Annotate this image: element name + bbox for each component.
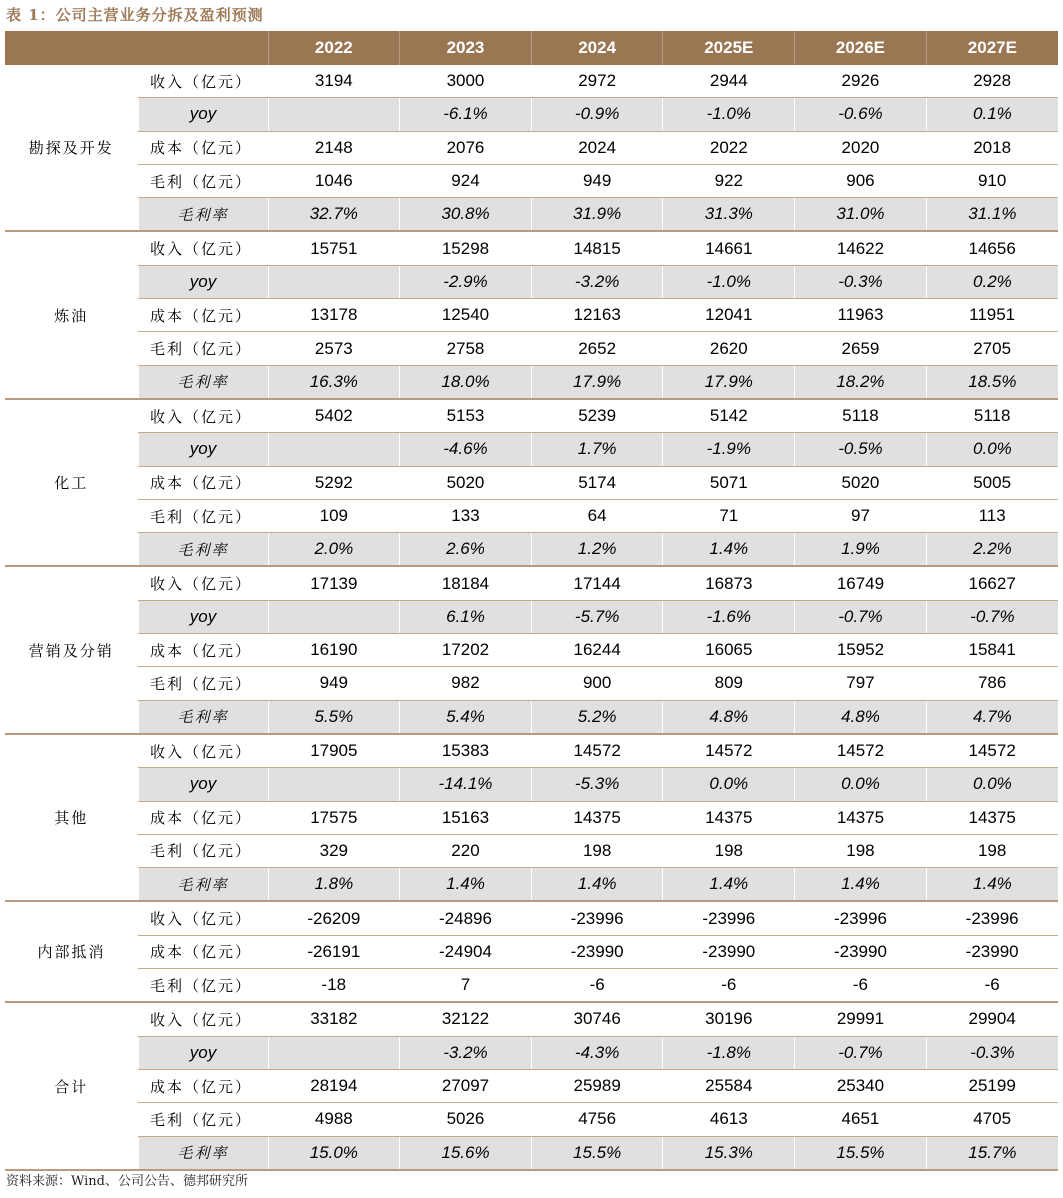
value-cell: 0.0% (663, 768, 795, 801)
value-cell: -24904 (400, 935, 532, 968)
metric-label: 毛利（亿元） (138, 332, 268, 365)
value-cell: 133 (400, 499, 532, 532)
value-cell: -0.7% (795, 1036, 927, 1069)
value-cell: -1.0% (663, 265, 795, 298)
value-cell: -23996 (531, 901, 663, 935)
value-cell: 29991 (795, 1002, 927, 1036)
value-cell: 2018 (926, 131, 1058, 164)
table-row (5, 1069, 1058, 1102)
metric-label: 收入（亿元） (138, 399, 268, 433)
segment-name: 勘探及开发 (5, 65, 138, 231)
value-cell: 25989 (531, 1069, 663, 1102)
value-cell: 6.1% (400, 600, 532, 633)
metric-label: 毛利（亿元） (138, 499, 268, 532)
segment-name: 营销及分销 (5, 566, 138, 733)
value-cell: -23990 (663, 935, 795, 968)
header-blank (138, 31, 268, 65)
header-row (5, 31, 1058, 65)
column-header: 2027E (926, 31, 1058, 65)
value-cell: -4.6% (400, 433, 532, 466)
header-blank (5, 31, 138, 65)
value-cell: 2659 (795, 332, 927, 365)
value-cell: 5402 (268, 399, 400, 433)
value-cell: 797 (795, 667, 927, 700)
value-cell: 18184 (400, 566, 532, 600)
value-cell (268, 1036, 400, 1069)
value-cell: -6.1% (400, 98, 532, 131)
value-cell: 109 (268, 499, 400, 532)
table-row (5, 734, 1058, 768)
value-cell: 11951 (926, 299, 1058, 332)
table-row (5, 164, 1058, 197)
value-cell: 949 (268, 667, 400, 700)
table-row (5, 634, 1058, 667)
value-cell: 14375 (795, 801, 927, 834)
value-cell: -0.9% (531, 98, 663, 131)
value-cell: -5.7% (531, 600, 663, 633)
value-cell: -26191 (268, 935, 400, 968)
metric-label: yoy (138, 98, 268, 131)
value-cell: 17144 (531, 566, 663, 600)
table-row (5, 231, 1058, 265)
table-row (5, 935, 1058, 968)
value-cell: 17139 (268, 566, 400, 600)
value-cell: 25584 (663, 1069, 795, 1102)
value-cell: -6 (531, 969, 663, 1003)
value-cell: 25340 (795, 1069, 927, 1102)
value-cell: 18.2% (795, 365, 927, 399)
table-row (5, 566, 1058, 600)
value-cell: 31.1% (926, 198, 1058, 232)
value-cell: 2020 (795, 131, 927, 164)
value-cell: 5292 (268, 466, 400, 499)
value-cell: 15298 (400, 231, 532, 265)
metric-label: 毛利率 (138, 1136, 268, 1170)
value-cell: 17.9% (663, 365, 795, 399)
table-row (5, 65, 1058, 98)
value-cell: 16.3% (268, 365, 400, 399)
value-cell: 4988 (268, 1103, 400, 1136)
value-cell: 198 (663, 834, 795, 867)
value-cell: 17202 (400, 634, 532, 667)
value-cell: 198 (795, 834, 927, 867)
value-cell: 2.2% (926, 533, 1058, 567)
business-breakdown-table (5, 31, 1058, 1171)
value-cell: 14815 (531, 231, 663, 265)
segment-name: 其他 (5, 734, 138, 901)
value-cell: 5174 (531, 466, 663, 499)
value-cell: 1.4% (400, 868, 532, 902)
metric-label: 毛利率 (138, 365, 268, 399)
table-row (5, 433, 1058, 466)
value-cell: 113 (926, 499, 1058, 532)
value-cell: 16065 (663, 634, 795, 667)
table-row (5, 198, 1058, 232)
value-cell: 900 (531, 667, 663, 700)
value-cell: -0.6% (795, 98, 927, 131)
metric-label: 成本（亿元） (138, 1069, 268, 1102)
value-cell: 2972 (531, 65, 663, 98)
value-cell: 14572 (531, 734, 663, 768)
value-cell: 16749 (795, 566, 927, 600)
value-cell: -4.3% (531, 1036, 663, 1069)
value-cell: 3194 (268, 65, 400, 98)
metric-label: 毛利（亿元） (138, 667, 268, 700)
value-cell: -0.5% (795, 433, 927, 466)
metric-label: 收入（亿元） (138, 901, 268, 935)
segment-name: 化工 (5, 399, 138, 566)
metric-label: 收入（亿元） (138, 65, 268, 98)
value-cell: 982 (400, 667, 532, 700)
value-cell: 2148 (268, 131, 400, 164)
value-cell: 922 (663, 164, 795, 197)
value-cell: 5020 (795, 466, 927, 499)
value-cell: 5.2% (531, 700, 663, 734)
value-cell: 198 (531, 834, 663, 867)
value-cell: -2.9% (400, 265, 532, 298)
value-cell: 15.3% (663, 1136, 795, 1170)
value-cell: 15.6% (400, 1136, 532, 1170)
value-cell: 97 (795, 499, 927, 532)
column-header: 2026E (795, 31, 927, 65)
value-cell: 15383 (400, 734, 532, 768)
value-cell: 15751 (268, 231, 400, 265)
value-cell: 5026 (400, 1103, 532, 1136)
value-cell: 27097 (400, 1069, 532, 1102)
value-cell: 4613 (663, 1103, 795, 1136)
table-row (5, 1103, 1058, 1136)
value-cell: 786 (926, 667, 1058, 700)
value-cell: 910 (926, 164, 1058, 197)
value-cell (268, 265, 400, 298)
table-title: 表 1：公司主营业务分拆及盈利预测 (6, 6, 264, 24)
value-cell: 15.7% (926, 1136, 1058, 1170)
value-cell: 2620 (663, 332, 795, 365)
value-cell: 2573 (268, 332, 400, 365)
value-cell: 0.0% (926, 768, 1058, 801)
value-cell: 1.4% (926, 868, 1058, 902)
metric-label: 毛利（亿元） (138, 1103, 268, 1136)
value-cell: 4756 (531, 1103, 663, 1136)
value-cell: 2758 (400, 332, 532, 365)
value-cell: 5118 (926, 399, 1058, 433)
metric-label: 成本（亿元） (138, 466, 268, 499)
metric-label: 毛利率 (138, 700, 268, 734)
metric-label: yoy (138, 600, 268, 633)
value-cell: 17905 (268, 734, 400, 768)
value-cell: 2.0% (268, 533, 400, 567)
metric-label: yoy (138, 768, 268, 801)
metric-label: 收入（亿元） (138, 1002, 268, 1036)
value-cell: 30.8% (400, 198, 532, 232)
table-row (5, 265, 1058, 298)
value-cell: 18.0% (400, 365, 532, 399)
value-cell: 7 (400, 969, 532, 1003)
metric-label: yoy (138, 433, 268, 466)
value-cell: 14572 (795, 734, 927, 768)
value-cell: -6 (795, 969, 927, 1003)
column-header: 2024 (531, 31, 663, 65)
value-cell: 2926 (795, 65, 927, 98)
value-cell: -6 (663, 969, 795, 1003)
value-cell: 3000 (400, 65, 532, 98)
value-cell: 25199 (926, 1069, 1058, 1102)
value-cell: 11963 (795, 299, 927, 332)
table-row (5, 499, 1058, 532)
value-cell: 31.0% (795, 198, 927, 232)
value-cell: 64 (531, 499, 663, 532)
value-cell: 2076 (400, 131, 532, 164)
value-cell: 5118 (795, 399, 927, 433)
value-cell: 14375 (663, 801, 795, 834)
column-header: 2025E (663, 31, 795, 65)
metric-label: yoy (138, 1036, 268, 1069)
table-row (5, 768, 1058, 801)
value-cell: 15.0% (268, 1136, 400, 1170)
metric-label: 成本（亿元） (138, 131, 268, 164)
value-cell: 31.9% (531, 198, 663, 232)
value-cell: 0.1% (926, 98, 1058, 131)
metric-label: 收入（亿元） (138, 734, 268, 768)
value-cell: 5020 (400, 466, 532, 499)
metric-label: 收入（亿元） (138, 231, 268, 265)
value-cell: 16244 (531, 634, 663, 667)
value-cell: 15.5% (795, 1136, 927, 1170)
value-cell (268, 433, 400, 466)
value-cell: -23990 (795, 935, 927, 968)
value-cell: 2944 (663, 65, 795, 98)
value-cell: 30196 (663, 1002, 795, 1036)
value-cell: 5.5% (268, 700, 400, 734)
value-cell: 4.7% (926, 700, 1058, 734)
column-header: 2023 (400, 31, 532, 65)
value-cell: 5005 (926, 466, 1058, 499)
value-cell: 2928 (926, 65, 1058, 98)
value-cell: 14661 (663, 231, 795, 265)
metric-label: 毛利（亿元） (138, 164, 268, 197)
value-cell: 1046 (268, 164, 400, 197)
value-cell: 2652 (531, 332, 663, 365)
value-cell: -6 (926, 969, 1058, 1003)
value-cell: 198 (926, 834, 1058, 867)
metric-label: 成本（亿元） (138, 935, 268, 968)
value-cell: -26209 (268, 901, 400, 935)
table-row (5, 466, 1058, 499)
value-cell: 12540 (400, 299, 532, 332)
value-cell (268, 768, 400, 801)
table-row (5, 332, 1058, 365)
table-row (5, 600, 1058, 633)
value-cell: 31.3% (663, 198, 795, 232)
metric-label: 毛利率 (138, 868, 268, 902)
table-row (5, 1136, 1058, 1170)
value-cell: 17.9% (531, 365, 663, 399)
value-cell: 1.2% (531, 533, 663, 567)
value-cell: -14.1% (400, 768, 532, 801)
value-cell: 12163 (531, 299, 663, 332)
value-cell: 14656 (926, 231, 1058, 265)
metric-label: 毛利（亿元） (138, 834, 268, 867)
value-cell: -23996 (663, 901, 795, 935)
value-cell: 15.5% (531, 1136, 663, 1170)
value-cell: 16190 (268, 634, 400, 667)
metric-label: 毛利（亿元） (138, 969, 268, 1003)
value-cell: 949 (531, 164, 663, 197)
value-cell: 809 (663, 667, 795, 700)
value-cell: 32.7% (268, 198, 400, 232)
metric-label: 毛利率 (138, 533, 268, 567)
value-cell: 17575 (268, 801, 400, 834)
table-row (5, 365, 1058, 399)
value-cell: 1.8% (268, 868, 400, 902)
value-cell: 16627 (926, 566, 1058, 600)
value-cell: 4705 (926, 1103, 1058, 1136)
value-cell: 14622 (795, 231, 927, 265)
value-cell: 14572 (663, 734, 795, 768)
metric-label: 收入（亿元） (138, 566, 268, 600)
value-cell: -23996 (926, 901, 1058, 935)
value-cell: 1.7% (531, 433, 663, 466)
value-cell: 1.4% (531, 868, 663, 902)
value-cell: 5.4% (400, 700, 532, 734)
value-cell: 329 (268, 834, 400, 867)
value-cell: -23996 (795, 901, 927, 935)
value-cell: 28194 (268, 1069, 400, 1102)
table-row (5, 667, 1058, 700)
value-cell: 4651 (795, 1103, 927, 1136)
value-cell: -1.9% (663, 433, 795, 466)
value-cell (268, 600, 400, 633)
value-cell: 1.4% (795, 868, 927, 902)
value-cell: 32122 (400, 1002, 532, 1036)
table-row (5, 299, 1058, 332)
value-cell: 924 (400, 164, 532, 197)
table-row (5, 868, 1058, 902)
value-cell: 12041 (663, 299, 795, 332)
table-row (5, 399, 1058, 433)
metric-label: 成本（亿元） (138, 801, 268, 834)
table-row (5, 700, 1058, 734)
segment-name: 内部抵消 (5, 901, 138, 1002)
value-cell: 2.6% (400, 533, 532, 567)
table-row (5, 1036, 1058, 1069)
source-note: 资料来源：Wind、公司公告、德邦研究所 (6, 1174, 248, 1189)
table-row (5, 131, 1058, 164)
value-cell: 0.2% (926, 265, 1058, 298)
value-cell: -1.6% (663, 600, 795, 633)
value-cell: -5.3% (531, 768, 663, 801)
value-cell: 4.8% (795, 700, 927, 734)
value-cell: 14375 (531, 801, 663, 834)
table-row (5, 98, 1058, 131)
value-cell: -24896 (400, 901, 532, 935)
value-cell: -0.7% (795, 600, 927, 633)
value-cell: -18 (268, 969, 400, 1003)
value-cell: 15841 (926, 634, 1058, 667)
segment-name: 炼油 (5, 231, 138, 398)
metric-label: 成本（亿元） (138, 299, 268, 332)
value-cell: 13178 (268, 299, 400, 332)
value-cell: 5142 (663, 399, 795, 433)
value-cell: -0.3% (795, 265, 927, 298)
metric-label: 成本（亿元） (138, 634, 268, 667)
value-cell: -1.0% (663, 98, 795, 131)
table-row (5, 801, 1058, 834)
value-cell: -23990 (926, 935, 1058, 968)
value-cell: -3.2% (400, 1036, 532, 1069)
value-cell: 4.8% (663, 700, 795, 734)
value-cell: 16873 (663, 566, 795, 600)
value-cell: 0.0% (926, 433, 1058, 466)
value-cell: 14375 (926, 801, 1058, 834)
value-cell: 1.4% (663, 868, 795, 902)
table-row (5, 969, 1058, 1003)
table-row (5, 834, 1058, 867)
value-cell: 906 (795, 164, 927, 197)
value-cell: 220 (400, 834, 532, 867)
value-cell: 0.0% (795, 768, 927, 801)
value-cell: 1.9% (795, 533, 927, 567)
value-cell: 2705 (926, 332, 1058, 365)
metric-label: 毛利率 (138, 198, 268, 232)
value-cell: 5071 (663, 466, 795, 499)
value-cell: -3.2% (531, 265, 663, 298)
value-cell: 2024 (531, 131, 663, 164)
value-cell: 30746 (531, 1002, 663, 1036)
value-cell: 71 (663, 499, 795, 532)
value-cell: 33182 (268, 1002, 400, 1036)
value-cell: 14572 (926, 734, 1058, 768)
value-cell: -0.3% (926, 1036, 1058, 1069)
table-row (5, 533, 1058, 567)
value-cell: 18.5% (926, 365, 1058, 399)
value-cell: 1.4% (663, 533, 795, 567)
table-row (5, 1002, 1058, 1036)
value-cell: 15952 (795, 634, 927, 667)
value-cell: 5153 (400, 399, 532, 433)
table-row (5, 901, 1058, 935)
metric-label: yoy (138, 265, 268, 298)
value-cell: -0.7% (926, 600, 1058, 633)
value-cell: 15163 (400, 801, 532, 834)
value-cell: 29904 (926, 1002, 1058, 1036)
segment-name: 合计 (5, 1002, 138, 1169)
column-header: 2022 (268, 31, 400, 65)
value-cell: 2022 (663, 131, 795, 164)
value-cell (268, 98, 400, 131)
value-cell: -1.8% (663, 1036, 795, 1069)
value-cell: -23990 (531, 935, 663, 968)
value-cell: 5239 (531, 399, 663, 433)
